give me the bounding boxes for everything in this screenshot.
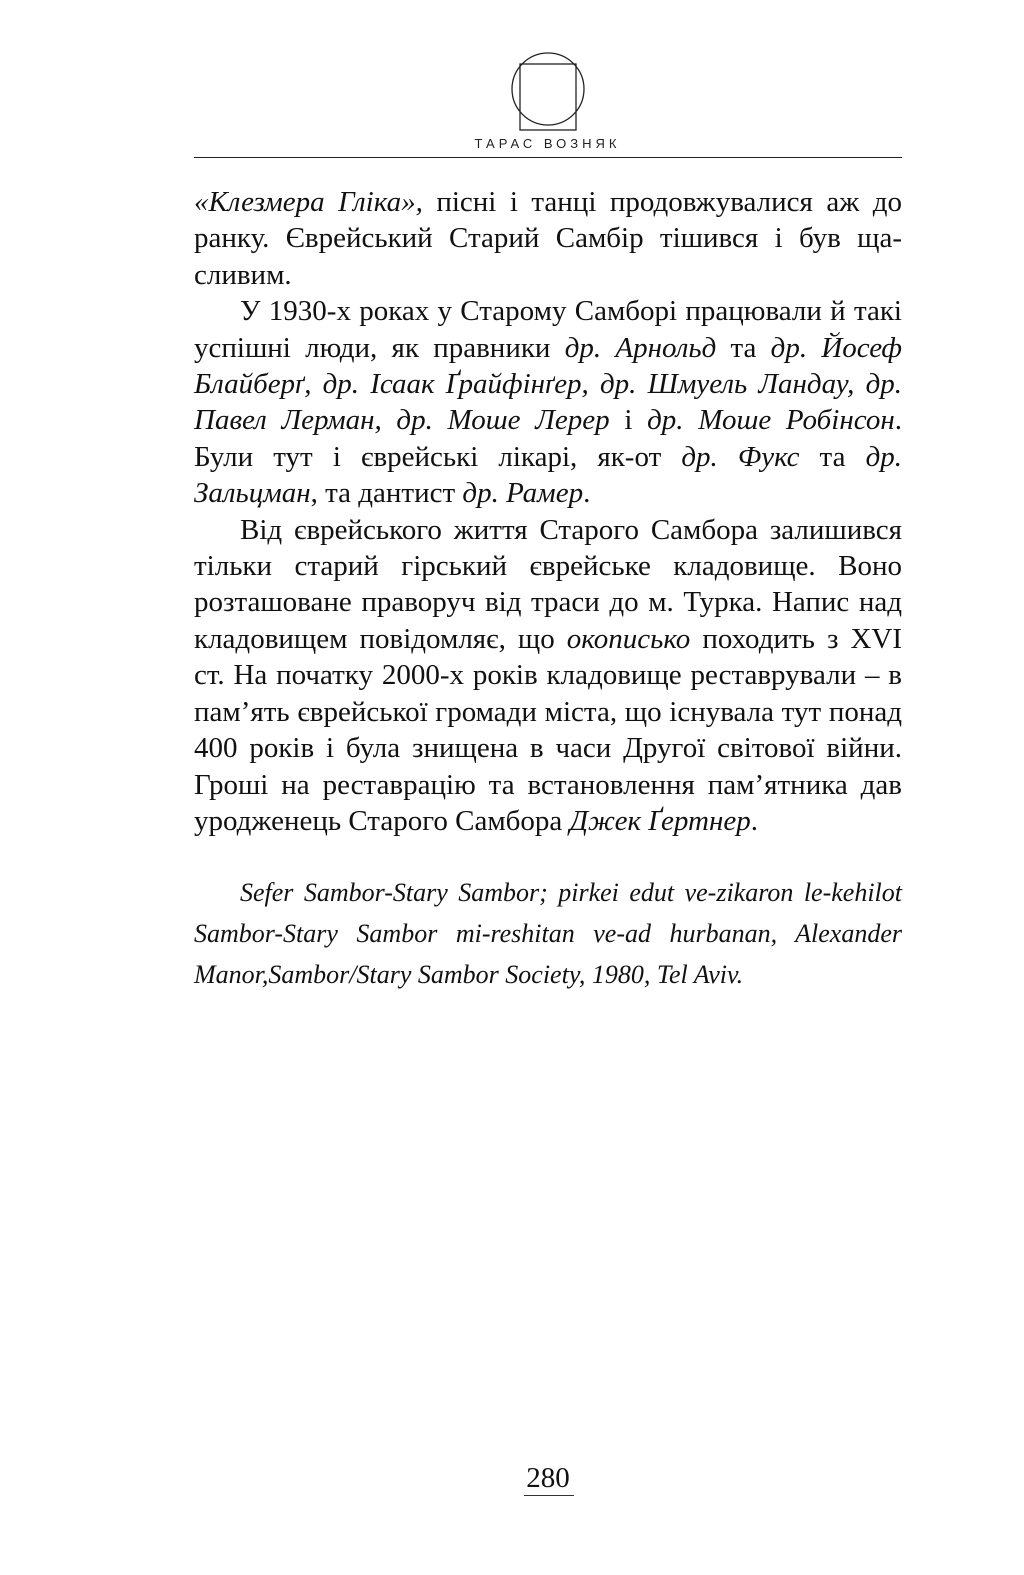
text-span: Від єврейського життя Старого Самбора залишився тільки старий гірський єврейське кладовище. Воно розташоване праворуч від траси до м. Турка. Напис над кладовищем повідомляє, що <box>194 513 902 655</box>
italic-span: др. Арнольд <box>564 331 717 364</box>
italic-span: др. Фукс <box>681 440 800 473</box>
running-head: ТАРАС ВОЗНЯК <box>474 136 621 151</box>
main-text <box>194 184 902 839</box>
text-span: . <box>583 477 591 510</box>
italic-span: окописько <box>566 622 691 655</box>
italic-span: Джек Ґертнер <box>569 804 751 837</box>
paragraph-1 <box>194 184 902 293</box>
text-span: , та дантист <box>310 477 463 510</box>
italic-span: др. Моше Робінсон <box>647 404 895 437</box>
text-span: та <box>716 331 771 364</box>
italic-span: «Клезмера Гліка», <box>194 186 423 218</box>
text-span: і <box>609 404 648 437</box>
paragraph-2 <box>194 293 902 511</box>
header-rule <box>194 157 902 158</box>
text-span: . Були тут і єврейські лікарі, як-от <box>194 404 902 473</box>
text-span: походить з XVI ст. На початку 2000-х років кладовище реставрували – в пам’ять єврейської громади міста, що існувала тут понад 400 років і була знищена в часи Другої світової війни. Гроші на реставрацію та встановлення пам’ятника дав уродженець Старого Самбора <box>194 622 902 837</box>
text-span: У 1930-х роках у Старому Самборі працювали й такі успішні люди, як правники <box>194 295 902 364</box>
text-span: . <box>750 804 758 837</box>
text-span: та <box>799 440 866 473</box>
italic-span: др. Зальцман <box>194 440 902 510</box>
circle-square-emblem-icon <box>508 46 588 132</box>
text-span: пісні і танці продовжувалися аж до ранку. Єврейський Старий Самбір тішився і був щасливим. <box>194 186 902 291</box>
page-number: 280 <box>526 1462 570 1494</box>
paragraph-3 <box>194 512 902 840</box>
italic-span: др. Йосеф Блайберґ, др. Ісаак Ґрайфінґер, др. Шмуель Ландау, др. Павел Лерман, др. Моше Лерер <box>194 331 903 437</box>
source-citation: Sefer Sambor-Stary Sambor; pirkei edut ve-zikaron le-kehilot Sambor-Stary Sambor mi-reshitan ve-ad hurbanan, Alexander Manor,Sambor/Stary Sambor Society, 1980, Tel Aviv. <box>194 878 902 989</box>
footer-rule <box>524 1495 574 1496</box>
italic-span: др. Рамер <box>462 477 584 510</box>
